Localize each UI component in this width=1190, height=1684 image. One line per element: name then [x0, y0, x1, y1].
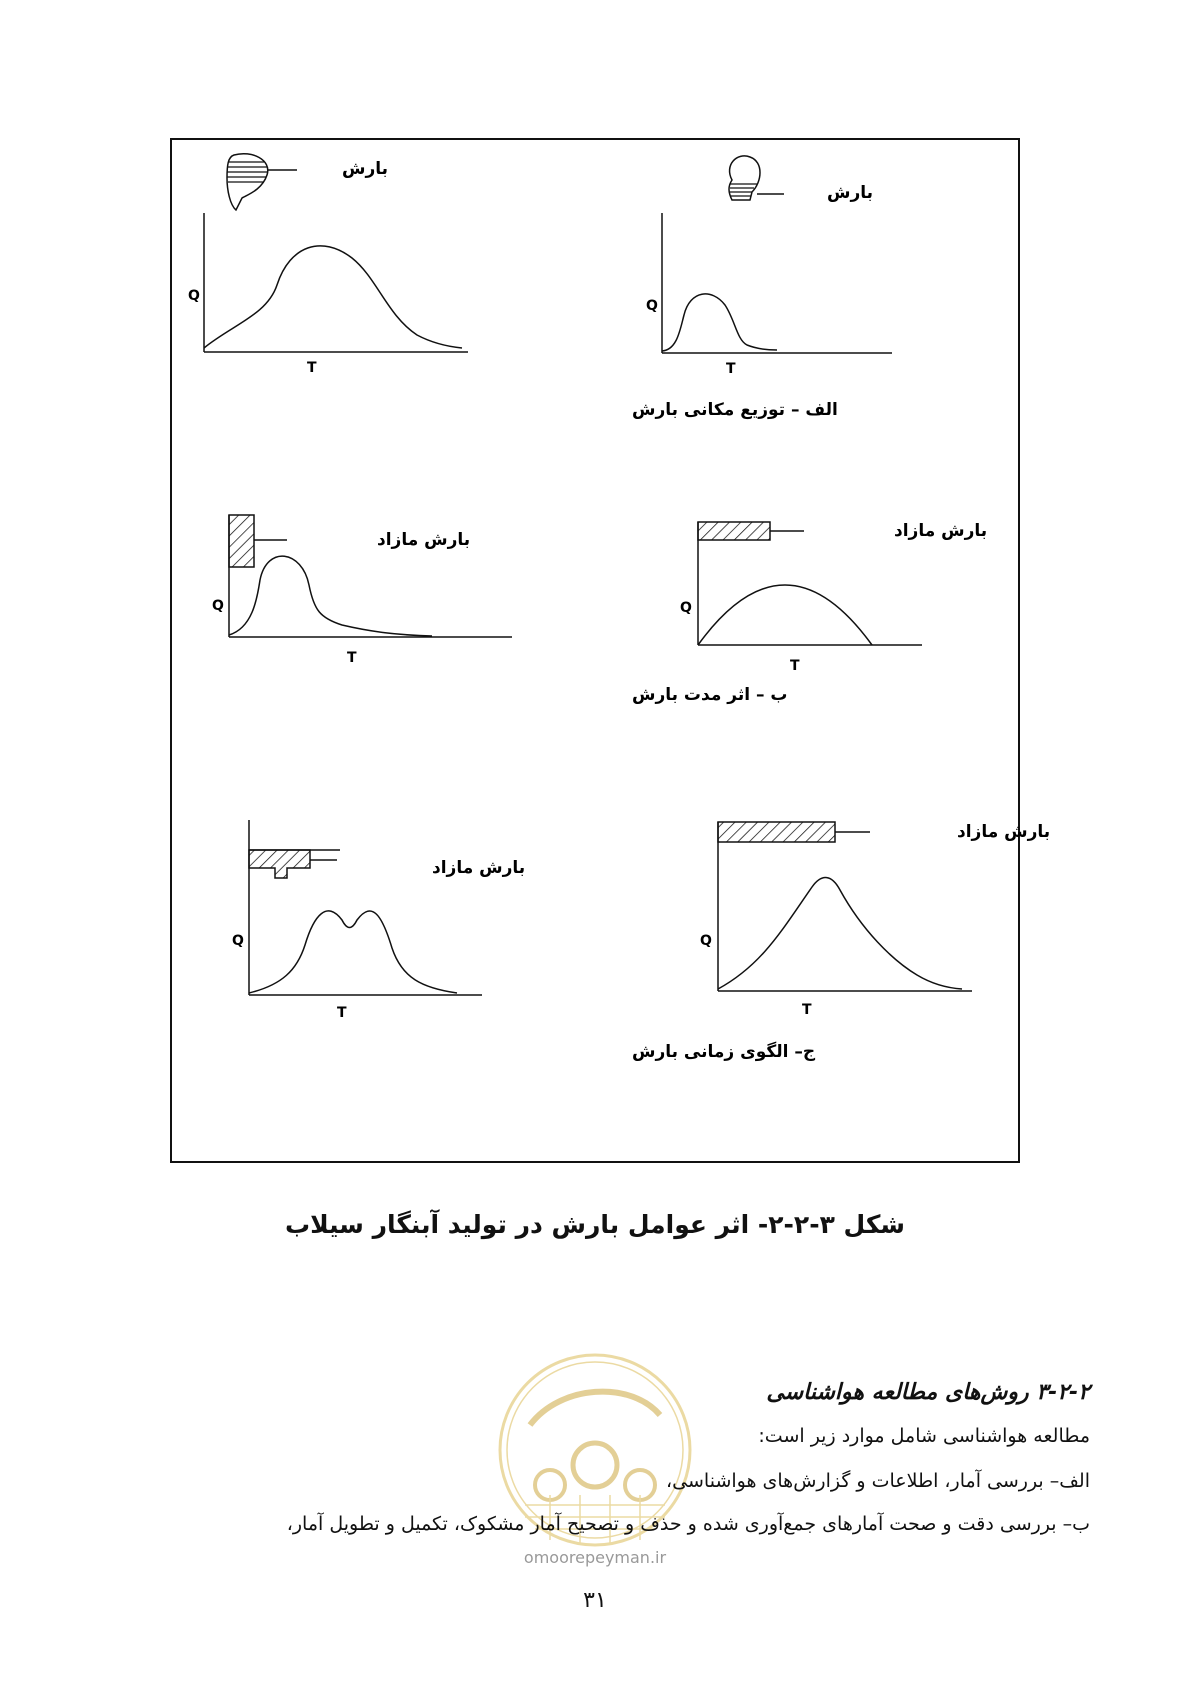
q-axis-label: Q: [188, 288, 200, 304]
q-axis-label: Q: [680, 600, 692, 616]
t-axis-label: T: [337, 1005, 347, 1021]
precip-label: بارش: [827, 183, 874, 203]
q-axis-label: Q: [700, 933, 712, 949]
panel-b-left: [212, 515, 512, 666]
excess-label: بارش مازاد: [432, 858, 526, 878]
figure-caption: شکل ۳-۲-۲- اثر عوامل بارش در تولید آبنگار سیلاب: [284, 1210, 905, 1239]
panel-b-right: [680, 521, 987, 674]
hydrograph-curve: [662, 294, 777, 351]
subcaption-c: ج– الگوی زمانی بارش: [632, 1042, 816, 1062]
watershed-shape-icon: [729, 156, 760, 200]
precip-label: بارش: [342, 159, 389, 179]
subcaption-b: ب – اثر مدت بارش: [632, 685, 788, 705]
q-axis-label: Q: [646, 298, 658, 314]
t-axis-label: T: [347, 650, 357, 666]
hydrograph-curve: [698, 585, 872, 645]
excess-label: بارش مازاد: [377, 530, 471, 550]
excess-rain-bar: [698, 522, 770, 540]
figure-svg: [172, 140, 1051, 1161]
panel-c-left: [232, 820, 525, 1021]
hydrograph-curve: [204, 246, 462, 348]
panel-a-left: [188, 154, 468, 376]
paragraph: مطالعه هواشناسی شامل موارد زیر است:: [758, 1425, 1090, 1447]
t-axis-label: T: [802, 1002, 812, 1018]
page-number: ۳۱: [583, 1588, 607, 1613]
subcaption-a: الف – توزیع مکانی بارش: [632, 400, 838, 420]
t-axis-label: T: [790, 658, 800, 674]
q-axis-label: Q: [232, 933, 244, 949]
t-axis-label: T: [307, 360, 317, 376]
hydrograph-curve: [229, 556, 432, 636]
excess-label: بارش مازاد: [957, 822, 1051, 842]
panel-a-right: [646, 156, 892, 377]
q-axis-label: Q: [212, 598, 224, 614]
hydrograph-curve: [249, 911, 457, 993]
excess-rain-bar: [229, 515, 254, 567]
paragraph: ب– بررسی دقت و صحت آمارهای جمع‌آوری شده و حذف و تصحیح آمار مشکوک، تکمیل و تطویل آمار،: [286, 1513, 1090, 1535]
watermark-text: omoorepeyman.ir: [523, 1548, 667, 1567]
panel-c-right: [700, 822, 1050, 1018]
figure-frame: [170, 138, 1051, 1163]
paragraph: الف– بررسی آمار، اطلاعات و گزارش‌های هواشناسی،: [666, 1470, 1090, 1492]
section-heading: ۳-۲-۲ روش‌های مطالعه هواشناسی: [766, 1380, 1090, 1405]
excess-rain-bar: [249, 850, 310, 878]
excess-rain-bar: [718, 822, 835, 842]
excess-label: بارش مازاد: [894, 521, 988, 541]
hydrograph-curve: [718, 878, 962, 989]
t-axis-label: T: [726, 361, 736, 377]
